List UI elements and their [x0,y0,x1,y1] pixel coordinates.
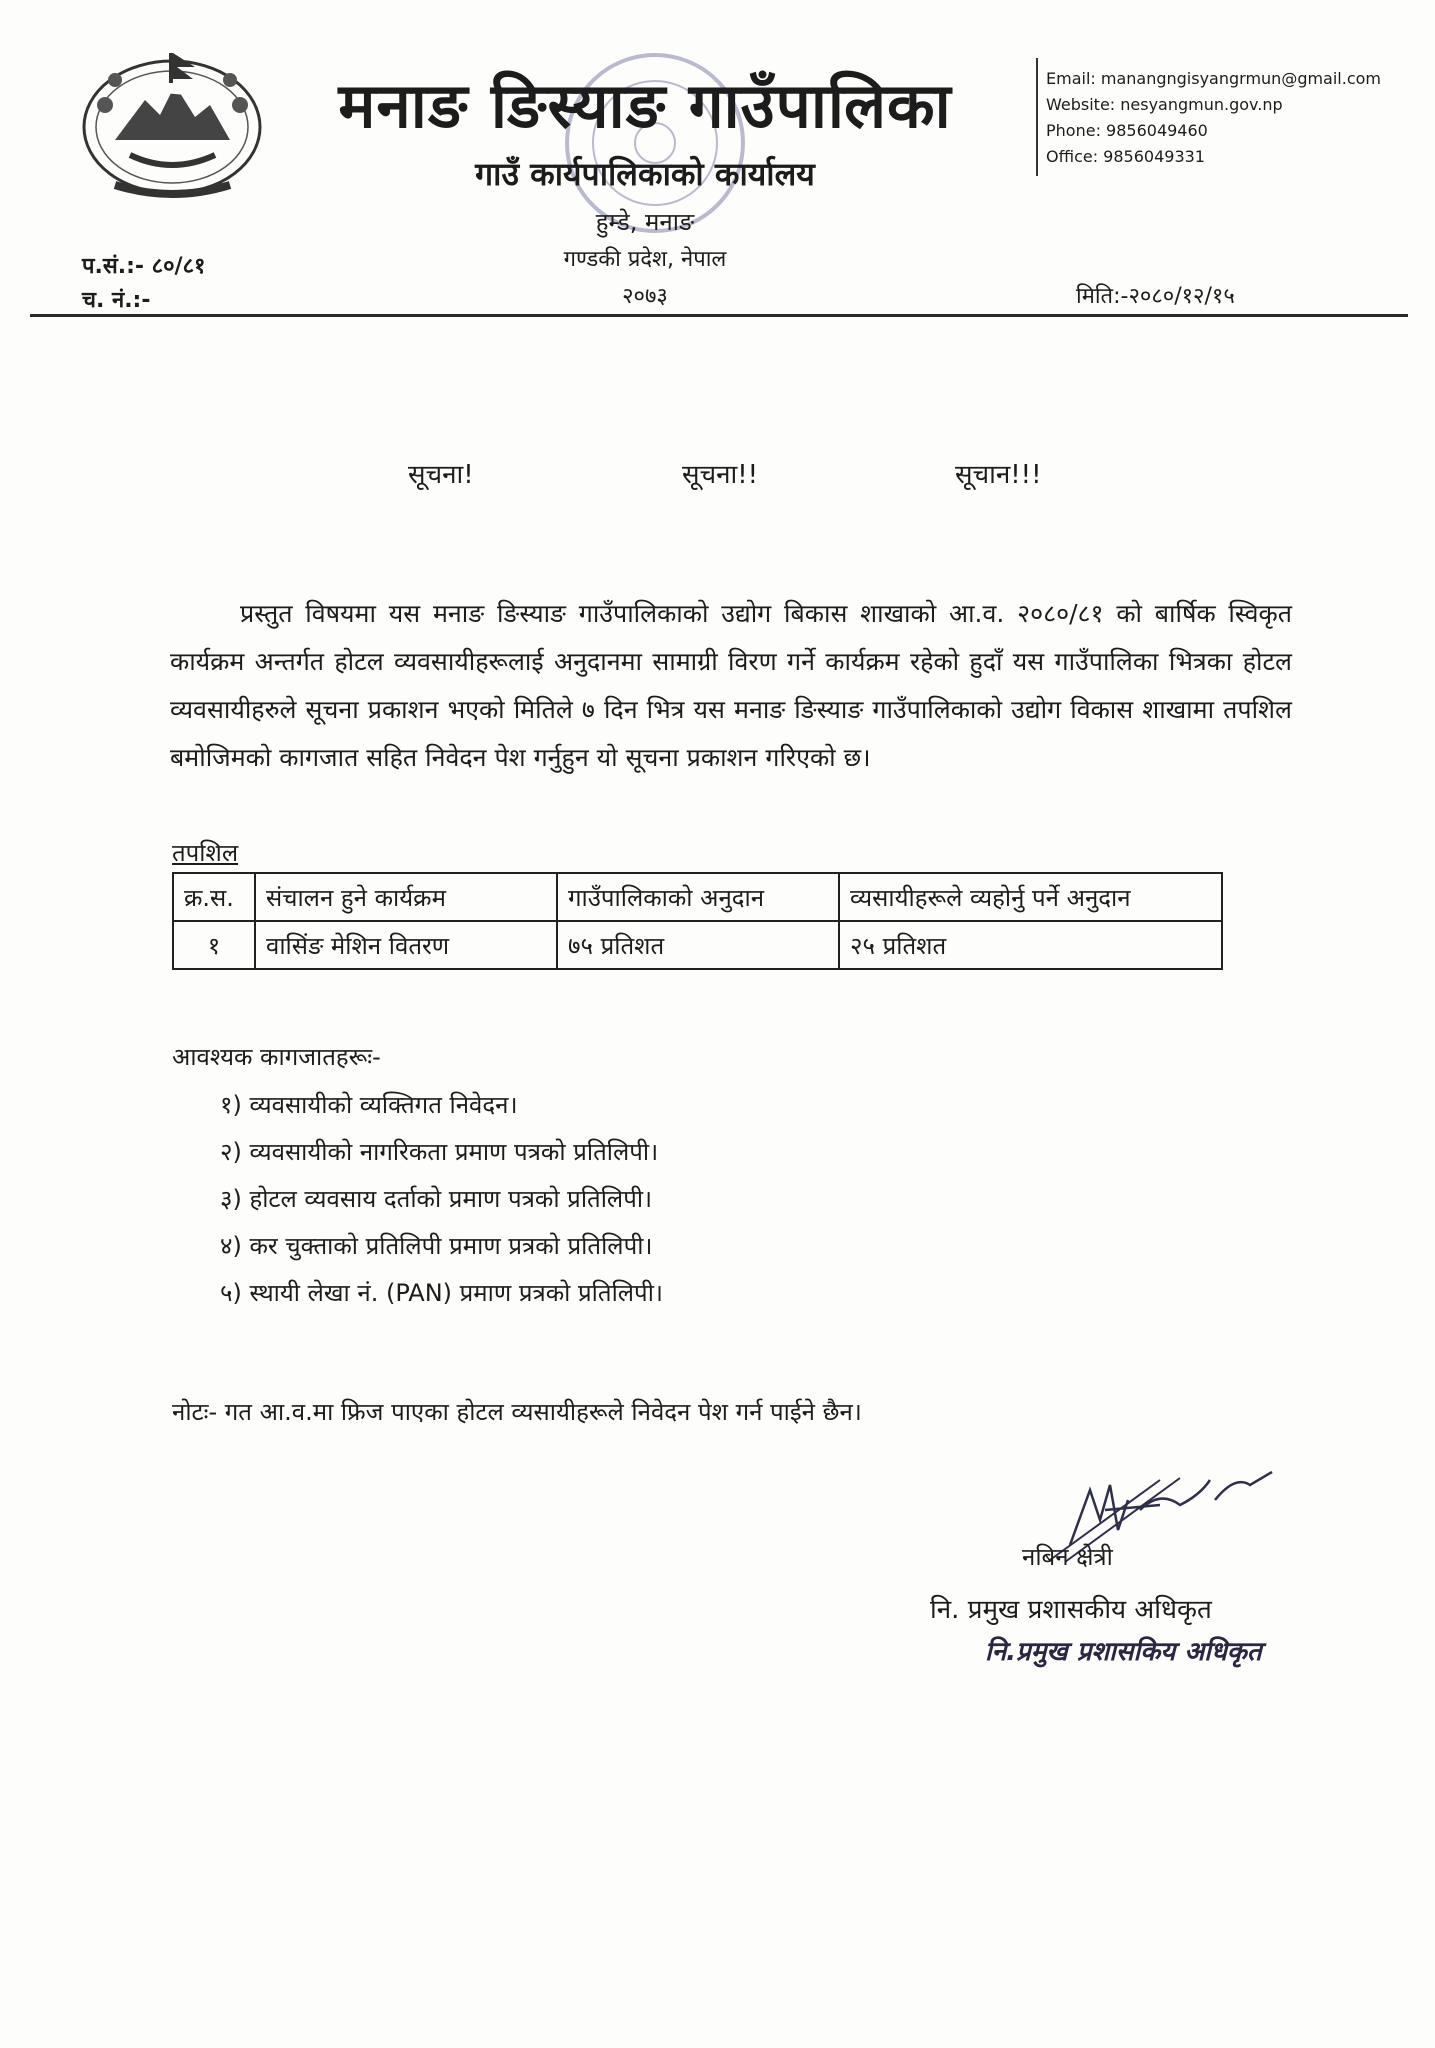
address-province: गण्डकी प्रदेश, नेपाल [563,247,727,272]
dispatch-number: च. नं.:- [82,288,151,313]
document-date: मिति:-२०८०/१२/१५ [1076,284,1235,309]
table-header-row [173,873,1222,921]
list-item: ५) स्थायी लेखा नं. (PAN) प्रमाण प्रत्रको प्रतिलिपी। [220,1279,664,1307]
contact-office: Office: 9856049331 [1046,147,1205,162]
header-rule [30,314,1408,317]
cell-serial: १ [173,921,255,969]
nepal-emblem-icon [75,45,270,205]
signatory-name: नबिन क्षेत्री [1022,1543,1113,1571]
establishment-year: २०७३ [622,284,668,309]
list-item: ४) कर चुक्ताको प्रतिलिपी प्रमाण प्रत्रको प्रतिलिपी। [220,1232,653,1260]
signatory-stamp: नि.प्रमुख प्रशासकिय अधिकृत [985,1637,1262,1667]
requirements-list [220,1082,663,1317]
col-serial-header: क्र.स. [173,873,255,921]
notice-heading-1: सूचना! [408,460,474,490]
list-item: ३) होटल व्यवसाय दर्ताको प्रमाण पत्रको प्रतिलिपी। [220,1185,653,1213]
cell-program: वासिंङ मेशिन वितरण [255,921,557,969]
contact-website: Website: nesyangmun.gov.np [1046,95,1283,114]
col-municipal-grant-header: गाउँपालिकाको अनुदान [557,873,839,921]
notice-heading-2: सूचना!! [682,460,759,490]
table-label: तपशिल [172,839,239,867]
requirements-title: आवश्यक कागजातहरूः- [172,1043,381,1071]
address-locality: हुम्डे, मनाङ [595,208,695,236]
note-text: नोटः- गत आ.व.मा फ्रिज पाएका होटल व्यसायीहरूले निवेदन पेश गर्न पाईने छैन। [172,1398,862,1426]
signatory-position: नि. प्रमुख प्रशासकीय अधिकृत [930,1595,1212,1625]
notice-heading-3: सूचान!!! [955,460,1042,490]
cell-business-share: २५ प्रतिशत [839,921,1222,969]
contact-block [1046,66,1381,162]
table-row [173,921,1222,969]
contact-email: Email: manangngisyangrmun@gmail.com [1046,69,1382,88]
col-program-header: संचालन हुने कार्यक्रम [255,873,557,921]
notice-body: प्रस्तुत विषयमा यस मनाङ ङिस्याङ गाउँपालिकाको उद्योग बिकास शाखाको आ.व. २०८०/८१ को बार्षिक स्विकृत कार्यक्रम अन्तर्गत होटल व्यवसायीहरूलाई अनुदानमा सामाग्री विरण गर्ने कार्यक्रम रहेको हुदाँ यस गाउँपालिका भित्रका होटल व्यवसायीहरुले सूचना प्रकाशन भएको मितिले ७ दिन भित्र यस मनाङ ङिस्याङ गाउँपालिकाको उद्योग विकास शाखामा तपशिल बमोजिमको कागजात सहित निवेदन पेश गर्नुहुन यो सूचना प्रकाशन गरिएको छ। [170,599,1292,772]
list-item: १) व्यवसायीको व्यक्तिगत निवेदन। [220,1091,518,1119]
header-divider [1036,58,1038,176]
cell-municipal-grant: ७५ प्रतिशत [557,921,839,969]
list-item: २) व्यवसायीको नागरिकता प्रमाण पत्रको प्रतिलिपी। [220,1138,659,1166]
reference-number: प.सं.:- ८०/८१ [82,254,206,279]
contact-phone: Phone: 9856049460 [1046,121,1208,140]
office-subtitle: गाउँ कार्यपालिकाको कार्यालय [475,155,815,193]
col-business-share-header: व्यसायीहरूले व्यहोर्नु पर्ने अनुदान [839,873,1222,921]
grant-table [172,872,1223,970]
municipality-title: मनाङ ङिस्याङ गाउँपालिका [338,69,952,142]
